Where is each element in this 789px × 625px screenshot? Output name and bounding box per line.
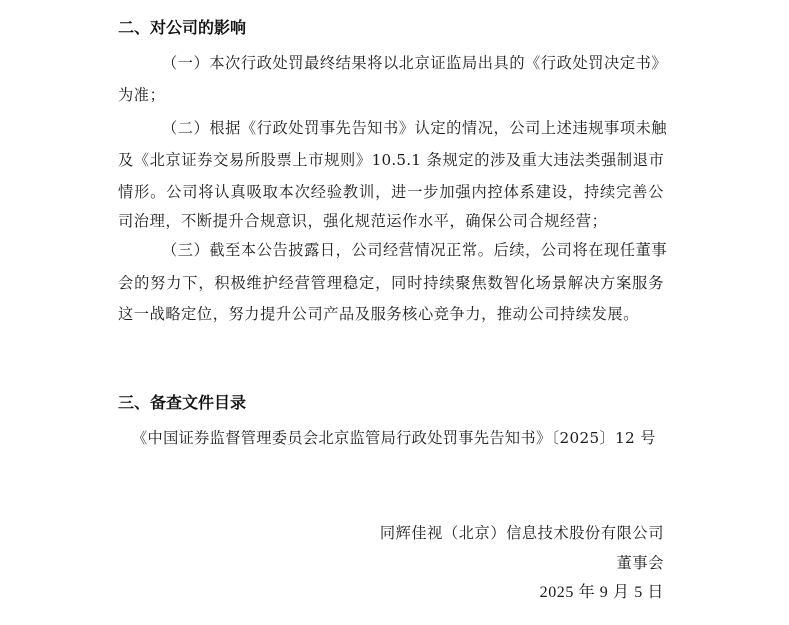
section-heading-impact: 二、对公司的影响 xyxy=(118,18,247,37)
paragraph-2-line-3: 情形。公司将认真吸取本次经验教训，进一步加强内控体系建设，持续完善公 xyxy=(118,183,664,201)
paragraph-1-line-1: （一）本次行政处罚最终结果将以北京证监局出具的《行政处罚决定书》 xyxy=(162,54,668,72)
signature-company-name: 同辉佳视（北京）信息技术股份有限公司 xyxy=(379,524,664,542)
paragraph-3-line-2: 会的努力下，积极维护经营管理稳定，同时持续聚焦数智化场景解决方案服务 xyxy=(118,274,664,292)
paragraph-1-line-2: 为准； xyxy=(118,86,166,104)
paragraph-3-line-1: （三）截至本公告披露日，公司经营情况正常。后续，公司将在现任董事 xyxy=(162,241,668,259)
paragraph-2-line-1: （二）根据《行政处罚事先告知书》认定的情况，公司上述违规事项未触 xyxy=(162,119,668,137)
paragraph-2-line-4: 司治理，不断提升合规意识，强化规范运作水平，确保公司合规经营； xyxy=(118,212,608,230)
signature-date: 2025 年 9 月 5 日 xyxy=(539,584,664,601)
signature-board: 董事会 xyxy=(616,554,664,572)
section-heading-documents: 三、备查文件目录 xyxy=(118,393,247,412)
reference-document-item: 《中国证券监督管理委员会北京监管局行政处罚事先告知书》〔2025〕12 号 xyxy=(132,429,656,447)
paragraph-3-line-3: 这一战略定位，努力提升公司产品及服务核心竞争力，推动公司持续发展。 xyxy=(118,305,639,323)
paragraph-2-line-2: 及《北京证券交易所股票上市规则》10.5.1 条规定的涉及重大违法类强制退市 xyxy=(118,151,664,169)
